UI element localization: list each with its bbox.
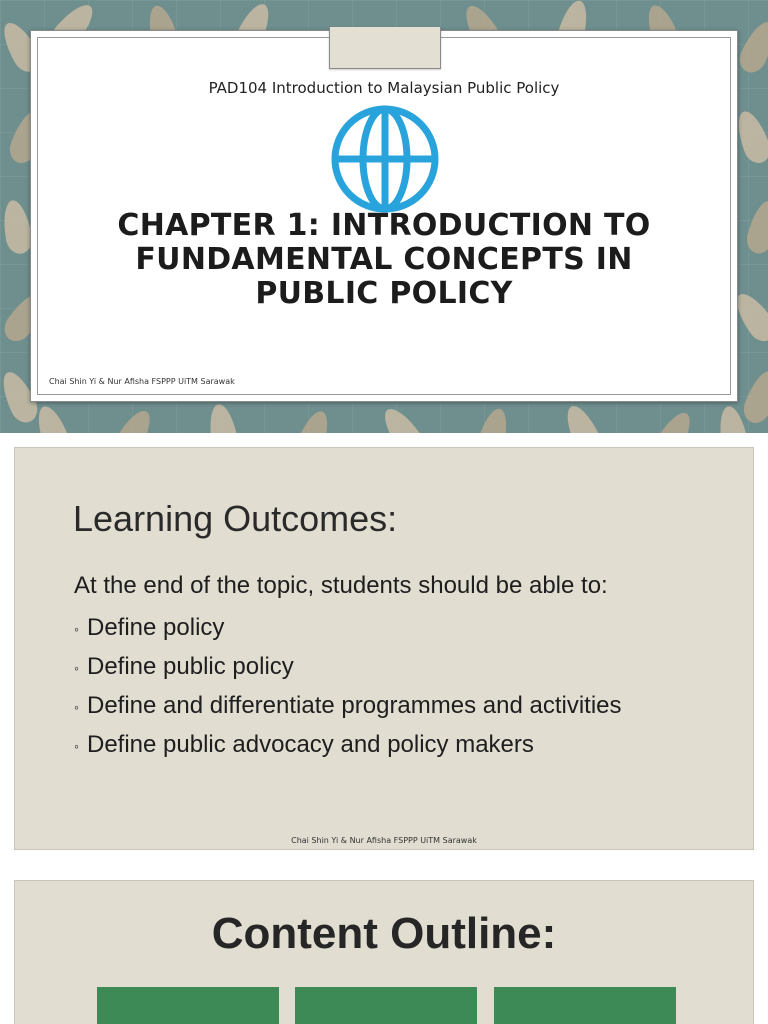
outcome-text: Define public advocacy and policy makers xyxy=(87,730,534,758)
leaf-decoration xyxy=(292,407,335,433)
leaf-decoration xyxy=(740,367,768,427)
leaf-decoration xyxy=(108,405,158,433)
leaf-decoration xyxy=(473,406,512,433)
slide1-footer: Chai Shin Yi & Nur Afisha FSPPP UiTM Sarawak xyxy=(49,377,235,386)
list-item xyxy=(74,608,622,647)
leaf-decoration xyxy=(32,402,75,433)
title-card xyxy=(30,30,738,402)
leaf-decoration xyxy=(206,402,241,433)
course-title: PAD104 Introduction to Malaysian Public Policy xyxy=(208,79,560,97)
outline-box xyxy=(295,987,477,1024)
learning-outcomes-list xyxy=(74,608,622,764)
leaf-decoration xyxy=(743,198,768,257)
leaf-decoration xyxy=(377,402,429,433)
list-item xyxy=(74,725,622,764)
chapter-title: CHAPTER 1: INTRODUCTION TO FUNDAMENTAL CONCEPTS IN PUBLIC POLICY xyxy=(117,208,651,311)
title-slide xyxy=(0,0,768,433)
content-outline-slide xyxy=(14,880,754,1024)
leaf-decoration xyxy=(735,17,768,77)
outcome-text: Define and differentiate programmes and activities xyxy=(87,691,622,719)
outline-box xyxy=(494,987,676,1024)
globe-icon xyxy=(329,103,441,215)
card-tab-decoration xyxy=(329,27,441,69)
list-item xyxy=(74,686,622,725)
outline-box xyxy=(97,987,279,1024)
learning-outcomes-title: Learning Outcomes: xyxy=(73,498,398,539)
leaf-decoration xyxy=(560,401,606,433)
bullet-icon: ◦ xyxy=(74,698,79,715)
leaf-decoration xyxy=(648,407,698,433)
bullet-icon: ◦ xyxy=(74,659,79,676)
outcome-text: Define public policy xyxy=(87,652,294,680)
content-outline-title: Content Outline: xyxy=(211,909,557,958)
learning-outcomes-slide xyxy=(14,447,754,850)
bullet-icon: ◦ xyxy=(74,620,79,637)
outcome-text: Define policy xyxy=(87,613,225,641)
learning-outcomes-intro: At the end of the topic, students should be able to: xyxy=(74,572,608,599)
list-item xyxy=(74,647,622,686)
bullet-icon: ◦ xyxy=(74,737,79,754)
slide2-footer: Chai Shin Yi & Nur Afisha FSPPP UiTM Sarawak xyxy=(291,836,477,845)
